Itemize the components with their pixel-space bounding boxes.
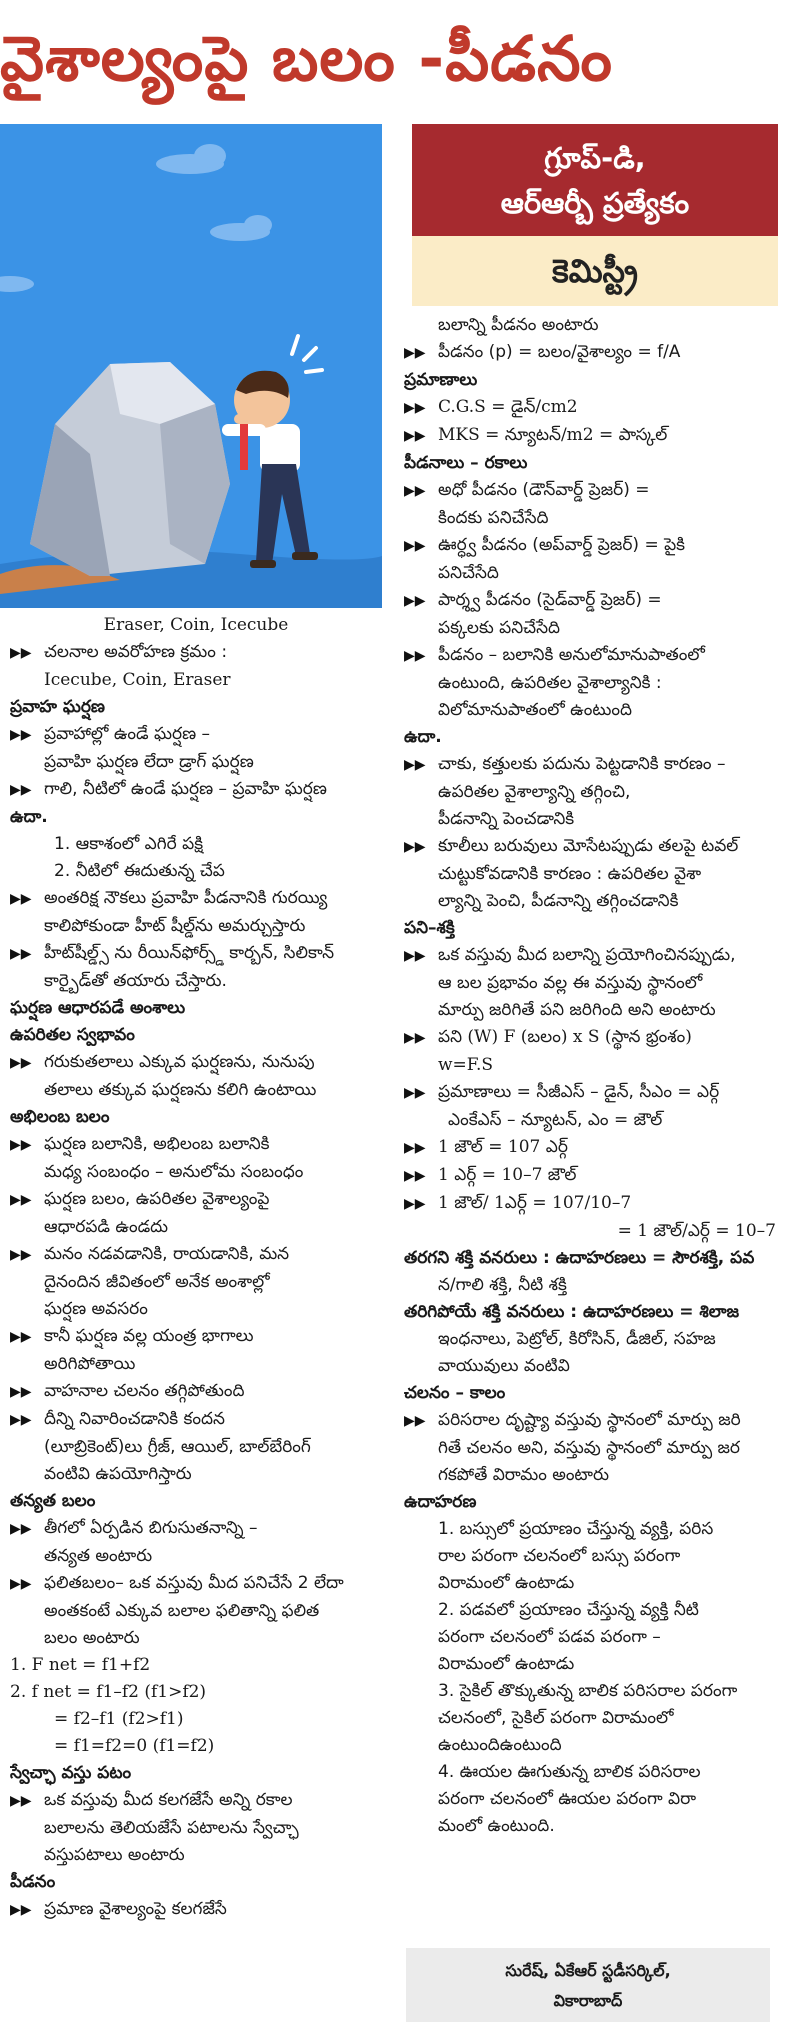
line-text: గరుకుతలాలు ఎక్కువ ఘర్షణను, నునుపు xyxy=(44,1052,315,1072)
line-text: Icecube, Coin, Eraser xyxy=(44,670,231,690)
line-text: 1. ఆకాశంలో ఎగిరే పక్షి xyxy=(54,834,204,854)
text-line xyxy=(404,1786,776,1813)
line-text: 1 జౌల్/ 1ఎర్గ్ = 107/10–7 xyxy=(438,1193,632,1213)
line-text: మంలో ఉంటుంది. xyxy=(438,1816,555,1836)
text-line xyxy=(404,779,776,806)
section-heading xyxy=(404,1380,776,1407)
double-arrow-bullet-icon: ▶▶ xyxy=(10,1576,32,1592)
section-heading xyxy=(10,1104,382,1131)
text-line xyxy=(404,642,776,670)
text-line xyxy=(404,1326,776,1353)
double-arrow-bullet-icon: ▶▶ xyxy=(10,1793,32,1809)
line-text: ఒక వస్తువు మీద బలాన్ని ప్రయోగించినప్పుడు, xyxy=(438,945,736,965)
section-heading xyxy=(10,1488,382,1515)
line-text: మధ్య సంబంధం – అనులోమ సంబంధం xyxy=(44,1162,304,1182)
text-line xyxy=(10,1159,382,1186)
text-line xyxy=(404,1759,776,1786)
line-text: వంటివి ఉపయోగిస్తారు xyxy=(44,1464,192,1484)
line-text: ప్రమాణ వైశాల్యంపై కలగజేసే xyxy=(44,1899,227,1919)
line-text: ఉదా. xyxy=(404,727,442,747)
double-arrow-bullet-icon: ▶▶ xyxy=(404,593,426,609)
man-icon xyxy=(222,336,322,568)
cloud-icon xyxy=(0,144,272,292)
line-text: అధో పీడనం (డౌన్‌వార్డ్ ప్రెజర్) = xyxy=(438,480,650,500)
line-text: ఫలితబలం– ఒక వస్తువు మీద పనిచేసే 2 లేదా xyxy=(44,1573,344,1593)
text-line xyxy=(404,1162,776,1190)
text-line xyxy=(404,997,776,1024)
section-heading xyxy=(404,1299,776,1326)
text-line xyxy=(10,1323,382,1351)
line-text: అభిలంబ బలం xyxy=(10,1107,110,1127)
line-text: ప్రమాణాలు = సీజీఎస్ – డైన్, సీఎం = ఎర్గ్ xyxy=(438,1082,720,1102)
author-credit xyxy=(406,1948,770,2022)
line-text: విరామంలో ఉంటాడు xyxy=(438,1573,575,1593)
text-line xyxy=(404,861,776,888)
section-heading xyxy=(10,995,382,1022)
line-text: తలాలు తక్కువ ఘర్షణను కలిగి ఉంటాయి xyxy=(44,1080,317,1100)
text-line xyxy=(404,1079,776,1107)
line-text: పని–శక్తి xyxy=(404,918,455,938)
line-text: వస్తుపటాలు అంటారు xyxy=(44,1845,185,1865)
line-text: కూలీలు బరువులు మోసేటప్పుడు తలపై టవల్ xyxy=(438,836,739,856)
double-arrow-bullet-icon: ▶▶ xyxy=(10,782,32,798)
text-line xyxy=(10,1570,382,1598)
line-text: పరంగా చలనంలో పడవ పరంగా – xyxy=(438,1627,661,1647)
text-line xyxy=(10,1351,382,1378)
line-text: రాల పరంగా చలనంలో బస్సు పరంగా xyxy=(438,1546,681,1566)
double-arrow-bullet-icon: ▶▶ xyxy=(404,648,426,664)
text-line xyxy=(10,1815,382,1842)
line-text: C.G.S = డైన్/cm2 xyxy=(438,397,578,417)
text-line xyxy=(10,1515,382,1543)
text-line xyxy=(10,1733,382,1760)
line-text: ఉపరితల స్వభావం xyxy=(10,1025,135,1045)
double-arrow-bullet-icon: ▶▶ xyxy=(10,727,32,743)
text-line xyxy=(10,1652,382,1679)
text-line xyxy=(404,1190,776,1218)
text-line xyxy=(404,970,776,997)
line-text: 1 జౌల్ = 107 ఎర్గ్ xyxy=(438,1137,568,1157)
text-line xyxy=(10,1679,382,1706)
line-text: ఉంటుంది, ఉపరితల వైశాల్యానికి : xyxy=(438,673,662,693)
double-arrow-bullet-icon: ▶▶ xyxy=(404,757,426,773)
text-line xyxy=(10,831,382,858)
line-text: వాహనాల చలనం తగ్గిపోతుంది xyxy=(44,1381,245,1401)
rock-icon xyxy=(30,362,230,576)
text-line xyxy=(404,587,776,615)
section-heading xyxy=(404,450,776,477)
text-line xyxy=(10,1434,382,1461)
line-text: తన్యత బలం xyxy=(10,1491,96,1511)
text-line xyxy=(404,1272,776,1299)
line-text: 2. f net = f1–f2 (f1>f2) xyxy=(10,1682,207,1702)
line-text: ప్రవాహ ఘర్షణ xyxy=(10,697,105,717)
line-text: తన్యత అంటారు xyxy=(44,1546,153,1566)
line-text: చలనం – కాలం xyxy=(404,1383,506,1403)
line-text: న/గాలి శక్తి, నీటి శక్తి xyxy=(438,1275,567,1295)
text-line xyxy=(404,1218,776,1245)
text-line xyxy=(404,697,776,724)
line-text: తరిగిపోయే శక్తి వనరులు : ఉదాహరణలు = శిలాజ xyxy=(404,1302,739,1322)
double-arrow-bullet-icon: ▶▶ xyxy=(10,1137,32,1153)
right-column xyxy=(404,312,776,1840)
line-text: ఎంకేఎస్ – న్యూటన్, ఎం = జౌల్ xyxy=(448,1110,663,1130)
line-text: ఘర్షణ ఆధారపడే అంశాలు xyxy=(10,998,186,1018)
line-text: ఉదా. xyxy=(10,807,48,827)
double-arrow-bullet-icon: ▶▶ xyxy=(10,1055,32,1071)
line-text: ఆ బల ప్రభావం వల్ల ఈ వస్తువు స్థానంలో xyxy=(438,973,703,993)
text-line xyxy=(10,667,382,694)
text-line xyxy=(404,888,776,915)
text-line xyxy=(10,913,382,940)
text-line xyxy=(10,1706,382,1733)
text-line xyxy=(404,505,776,532)
line-text: స్వేచ్ఛా వస్తు పటం xyxy=(10,1763,132,1783)
line-text: చలనంలో, సైకిల్ పరంగా విరామంలో xyxy=(438,1708,674,1728)
double-arrow-bullet-icon: ▶▶ xyxy=(10,946,32,962)
line-text: ప్రవాహి ఘర్షణ లేదా డ్రాగ్ ఘర్షణ xyxy=(44,752,254,772)
text-line xyxy=(404,1543,776,1570)
line-text: పనిచేసేది xyxy=(438,563,499,583)
text-line xyxy=(10,1049,382,1077)
double-arrow-bullet-icon: ▶▶ xyxy=(10,1902,32,1918)
text-line xyxy=(404,1435,776,1462)
text-line xyxy=(404,670,776,697)
group-d-rrb-box xyxy=(412,124,778,236)
line-text: హీట్‌షీల్డ్స్ ను రీయిన్‌ఫోర్స్డ్ కార్బన్, సిలికాన్ xyxy=(44,943,335,963)
text-line xyxy=(404,1353,776,1380)
line-text: పక్కలకు పనిచేసేది xyxy=(438,618,561,638)
text-line xyxy=(404,532,776,560)
double-arrow-bullet-icon: ▶▶ xyxy=(404,345,426,361)
section-heading xyxy=(10,804,382,831)
line-text: పీడనం (p) = బలం/వైశాల్యం = f/A xyxy=(438,342,681,362)
text-line xyxy=(404,751,776,779)
text-line xyxy=(10,1296,382,1323)
rock-push-illustration xyxy=(0,124,382,608)
line-text: పీడనం xyxy=(10,1872,56,1892)
double-arrow-bullet-icon: ▶▶ xyxy=(10,1521,32,1537)
text-line xyxy=(10,1598,382,1625)
text-line xyxy=(10,1214,382,1241)
double-arrow-bullet-icon: ▶▶ xyxy=(10,1384,32,1400)
double-arrow-bullet-icon: ▶▶ xyxy=(404,1413,426,1429)
double-arrow-bullet-icon: ▶▶ xyxy=(404,1168,426,1184)
double-arrow-bullet-icon: ▶▶ xyxy=(10,1247,32,1263)
rrb-special-label: ఆర్ఆర్బీ ప్రత్యేకం xyxy=(500,186,690,220)
text-line xyxy=(10,1077,382,1104)
illustration-man-pushing-rock xyxy=(0,124,382,608)
text-line xyxy=(10,1842,382,1869)
line-text: ఒక వస్తువు మీద కలగజేసే అన్ని రకాల xyxy=(44,1790,293,1810)
line-text: 1 ఎర్గ్ = 10–7 జౌల్ xyxy=(438,1165,577,1185)
line-text: పని (W) F (బలం) x S (స్థాన భ్రంశం) xyxy=(438,1027,692,1047)
text-line xyxy=(404,1407,776,1435)
line-text: దైనందిన జీవితంలో అనేక అంశాల్లో xyxy=(44,1272,270,1292)
text-line xyxy=(10,1461,382,1488)
line-text: చుట్టుకోవడానికి కారణం : ఉపరితల వైశా xyxy=(438,864,702,884)
text-line xyxy=(404,339,776,367)
text-line xyxy=(10,776,382,804)
section-heading xyxy=(404,915,776,942)
line-text: ఘర్షణ బలం, ఉపరితల వైశాల్యంపై xyxy=(44,1189,270,1209)
line-text: ఆధారపడి ఉండదు xyxy=(44,1217,169,1237)
line-text: మార్పు జరిగితే పని జరిగింది అని అంటారు xyxy=(438,1000,716,1020)
section-heading xyxy=(10,1022,382,1049)
line-text: 2. నీటిలో ఈదుతున్న చేప xyxy=(54,861,225,881)
text-line xyxy=(404,422,776,450)
text-line xyxy=(404,1597,776,1624)
group-label: గ్రూప్-డి, xyxy=(544,141,646,175)
text-line xyxy=(404,312,776,339)
line-text: పీడనాన్ని పెంచడానికి xyxy=(438,809,575,829)
double-arrow-bullet-icon: ▶▶ xyxy=(404,538,426,554)
text-line xyxy=(10,968,382,995)
line-text: మనం నడవడానికి, రాయడానికి, మన xyxy=(44,1244,290,1264)
line-text: ఉదాహరణ xyxy=(404,1492,477,1512)
text-line xyxy=(10,885,382,913)
text-line xyxy=(10,1131,382,1159)
line-text: కానీ ఘర్షణ వల్ల యంత్ర భాగాలు xyxy=(44,1326,254,1346)
text-line xyxy=(404,1516,776,1543)
line-text: 1. బస్సులో ప్రయాణం చేస్తున్న వ్యక్తి, పరిస xyxy=(438,1519,714,1539)
line-text: ఇంధనాలు, పెట్రోల్, కిరోసిన్, డీజిల్, సహజ xyxy=(438,1329,716,1349)
double-arrow-bullet-icon: ▶▶ xyxy=(404,483,426,499)
section-heading xyxy=(404,1245,776,1272)
line-text: ఘర్షణ అవసరం xyxy=(44,1299,148,1319)
text-line xyxy=(10,1787,382,1815)
text-line xyxy=(404,1732,776,1759)
double-arrow-bullet-icon: ▶▶ xyxy=(404,1030,426,1046)
line-text: తరగని శక్తి వనరులు : ఉదాహరణలు = సౌరశక్తి, పవ xyxy=(404,1248,755,1268)
line-text: చాకు, కత్తులకు పదును పెట్టడానికి కారణం – xyxy=(438,754,726,774)
line-text: ఘర్షణ బలానికి, అభిలంబ బలానికి xyxy=(44,1134,270,1154)
text-line xyxy=(10,1269,382,1296)
text-line xyxy=(404,806,776,833)
line-text: కిందకు పనిచేసేది xyxy=(438,508,549,528)
double-arrow-bullet-icon: ▶▶ xyxy=(404,1196,426,1212)
line-text: చలనాల అవరోహణ క్రమం : xyxy=(44,642,228,662)
text-line xyxy=(404,942,776,970)
headline: వైశాల్యంపై బలం -పీడనం xyxy=(0,22,613,95)
line-text: బలాలను తెలియజేసే పటాలను స్వేచ్ఛా xyxy=(44,1818,299,1838)
line-text: MKS = న్యూటన్/m2 = పాస్కల్ xyxy=(438,425,668,445)
line-text: ఉపరితల వైశాల్యాన్ని తగ్గించి, xyxy=(438,782,631,802)
double-arrow-bullet-icon: ▶▶ xyxy=(404,1085,426,1101)
text-line xyxy=(10,1241,382,1269)
text-line xyxy=(10,940,382,968)
double-arrow-bullet-icon: ▶▶ xyxy=(404,1140,426,1156)
text-line xyxy=(404,833,776,861)
text-line xyxy=(404,1052,776,1079)
double-arrow-bullet-icon: ▶▶ xyxy=(10,1329,32,1345)
text-line xyxy=(404,1678,776,1705)
line-text: వాయువులు వంటివి xyxy=(438,1356,570,1376)
line-text: కార్బైడ్‌తో తయారు చేస్తారు. xyxy=(44,971,227,991)
double-arrow-bullet-icon: ▶▶ xyxy=(10,645,32,661)
text-line xyxy=(10,1543,382,1570)
text-line xyxy=(404,1024,776,1052)
line-text: ఊర్ధ్వ పీడనం (అప్‌వార్డ్ ప్రెజర్) = పైకి xyxy=(438,535,686,555)
line-text: అరిగిపోతాయి xyxy=(44,1354,136,1374)
line-text: 4. ఊయల ఊగుతున్న బాలిక పరిసరాల xyxy=(438,1762,701,1782)
line-text: పీడనం – బలానికి అనులోమానుపాతంలో xyxy=(438,645,705,665)
text-line xyxy=(10,749,382,776)
section-heading xyxy=(10,1869,382,1896)
text-line xyxy=(404,1813,776,1840)
text-line xyxy=(10,639,382,667)
section-heading xyxy=(10,694,382,721)
line-text: తీగలో ఏర్పడిన బిగుసుతనాన్ని – xyxy=(44,1518,258,1538)
line-text: పీడనాలు – రకాలు xyxy=(404,453,528,473)
text-line xyxy=(404,394,776,422)
double-arrow-bullet-icon: ▶▶ xyxy=(404,839,426,855)
line-text: పరంగా చలనంలో ఊయల పరంగా విరా xyxy=(438,1789,697,1809)
double-arrow-bullet-icon: ▶▶ xyxy=(10,1412,32,1428)
text-line xyxy=(10,721,382,749)
section-heading xyxy=(404,1489,776,1516)
text-line xyxy=(404,477,776,505)
section-heading xyxy=(404,724,776,751)
line-text: గకపోతే విరామం అంటారు xyxy=(438,1465,609,1485)
line-text: = 1 జౌల్/ఎర్గ్ = 10–7 xyxy=(617,1221,776,1241)
line-text: దీన్ని నివారించడానికి కందన xyxy=(44,1409,225,1429)
line-text: ప్రమాణాలు xyxy=(404,370,478,390)
text-line xyxy=(404,1624,776,1651)
line-text: అంతకంటే ఎక్కువ బలాల ఫలితాన్ని ఫలిత xyxy=(44,1601,320,1621)
line-text: బలాన్ని పీడనం అంటారు xyxy=(438,315,599,335)
text-line xyxy=(404,1570,776,1597)
author-name: సురేష్, ఏకేఆర్ స్టడీసర్కిల్, xyxy=(505,1961,671,1980)
text-line xyxy=(404,615,776,642)
line-text: = f2–f1 (f2>f1) xyxy=(54,1709,184,1729)
text-line xyxy=(10,1406,382,1434)
double-arrow-bullet-icon: ▶▶ xyxy=(10,1192,32,1208)
line-text: బలం అంటారు xyxy=(44,1628,140,1648)
left-column xyxy=(10,612,382,1924)
line-text: పార్శ్వ పీడనం (సైడ్‌వార్డ్ ప్రెజర్) = xyxy=(438,590,662,610)
text-line xyxy=(10,1625,382,1652)
text-line xyxy=(10,1186,382,1214)
line-text: అంతరిక్ష నౌకలు ప్రవాహి పీడనానికి గురయ్యి xyxy=(44,888,328,908)
text-line xyxy=(404,1705,776,1732)
line-text: ఉంటుందిఉంటుంది xyxy=(438,1735,562,1755)
text-line xyxy=(10,1896,382,1924)
line-text: (లూబ్రికెంట్)లు గ్రీజ్, ఆయిల్, బాల్‌బేరింగ్ xyxy=(44,1437,311,1457)
subject-box: కెమిస్ట్రీ xyxy=(412,236,778,306)
double-arrow-bullet-icon: ▶▶ xyxy=(10,891,32,907)
text-line xyxy=(10,612,382,639)
line-text: విలోమానుపాతంలో ఉంటుంది xyxy=(438,700,632,720)
line-text: w=F.S xyxy=(438,1055,493,1075)
text-line xyxy=(10,1378,382,1406)
text-line xyxy=(404,1651,776,1678)
text-line xyxy=(404,1107,776,1134)
line-text: Eraser, Coin, Icecube xyxy=(103,615,289,635)
line-text: 1. F net = f1+f2 xyxy=(10,1655,151,1675)
text-line xyxy=(10,858,382,885)
line-text: 2. పడవలో ప్రయాణం చేస్తున్న వ్యక్తి నీటి xyxy=(438,1600,699,1620)
line-text: = f1=f2=0 (f1=f2) xyxy=(54,1736,215,1756)
text-line xyxy=(404,560,776,587)
section-heading xyxy=(10,1760,382,1787)
line-text: ల్యాన్ని పెంచి, పీడనాన్ని తగ్గించడానికి xyxy=(438,891,679,911)
author-location: వికారాబాద్ xyxy=(553,1991,623,2010)
text-line xyxy=(404,1462,776,1489)
line-text: కాలిపోకుండా హీట్ షీల్డ్‌ను అమర్చుస్తారు xyxy=(44,916,306,936)
line-text: గితే చలనం అని, వస్తువు స్థానంలో మార్పు జర xyxy=(438,1438,741,1458)
text-line xyxy=(404,1134,776,1162)
section-heading xyxy=(404,367,776,394)
line-text: 3. సైకిల్ తొక్కుతున్న బాలిక పరిసరాల పరంగా xyxy=(438,1681,738,1701)
line-text: పరిసరాల దృష్ట్యా వస్తువు స్థానంలో మార్పు జరి xyxy=(438,1410,741,1430)
double-arrow-bullet-icon: ▶▶ xyxy=(404,428,426,444)
line-text: ప్రవాహాల్లో ఉండే ఘర్షణ – xyxy=(44,724,211,744)
double-arrow-bullet-icon: ▶▶ xyxy=(404,948,426,964)
double-arrow-bullet-icon: ▶▶ xyxy=(404,400,426,416)
line-text: విరామంలో ఉంటాడు xyxy=(438,1654,575,1674)
line-text: గాలి, నీటిలో ఉండే ఘర్షణ – ప్రవాహి ఘర్షణ xyxy=(44,779,327,799)
